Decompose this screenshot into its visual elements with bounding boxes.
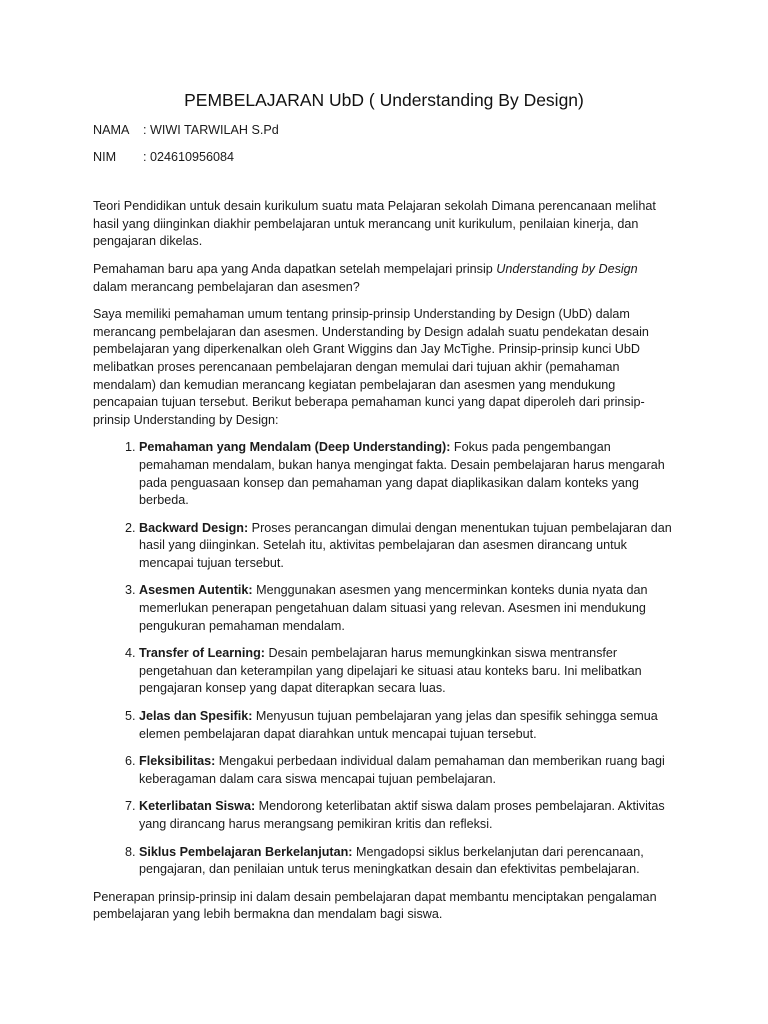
principle-desc: Fokus pada pengembangan pemahaman mendalam, bukan hanya mengingat fakta. Desain pembelajaran harus mengarah pada penguasaan konsep dan pemahaman yang dapat diaplikasikan dalam konteks yang berbeda. xyxy=(139,440,665,508)
principle-term: Fleksibilitas: xyxy=(139,754,216,769)
principle-term: Asesmen Autentik: xyxy=(139,583,253,598)
list-item xyxy=(139,582,675,635)
question-italic-term: Understanding by Design xyxy=(496,261,638,276)
principle-desc: Mengakui perbedaan individual dalam pemahaman dan memberikan ruang bagi keberagaman dalam cara siswa mencapai tujuan pembelajaran. xyxy=(139,754,665,786)
list-item xyxy=(139,753,675,788)
nim-label: NIM xyxy=(93,149,117,164)
principle-desc: Menggunakan asesmen yang mencerminkan konteks dunia nyata dan memerlukan penerapan pengetahuan dalam situasi yang relevan. Asesmen ini mendukung pengukuran pemahaman mendalam. xyxy=(139,583,648,633)
principle-desc: Mendorong keterlibatan aktif siswa dalam proses pembelajaran. Aktivitas yang dirancang harus merangsang pemikiran kritis dan refleksi. xyxy=(139,799,665,831)
list-item xyxy=(139,798,675,833)
nim-row xyxy=(93,149,675,167)
list-item xyxy=(139,645,675,698)
nama-label: NAMA xyxy=(93,123,130,137)
principle-desc: Desain pembelajaran harus memungkinkan siswa mentransfer pengetahuan dan keterampilan yang dipelajari ke situasi atau konteks baru. Ini melibatkan pengajaran konsep yang dapat diterapkan secara luas. xyxy=(139,646,642,696)
answer-paragraph: Saya memiliki pemahaman umum tentang prinsip-prinsip Understanding by Design (UbD) dalam merancang pembelajaran dan asesmen. Understanding by Design adalah suatu pendekatan desain pembelajaran yang diperkenalkan oleh Grant Wiggins dan Jay McTighe. Prinsip-prinsip kunci UbD melibatkan proses perencanaan pembelajaran dengan memulai dari tujuan akhir (pemahaman mendalam) dan kemudian merancang kegiatan pembelajaran dan asesmen yang mendukung pencapaian tujuan tersebut. Berikut beberapa pemahaman kunci yang dapat diperoleh dari prinsip-prinsip Understanding by Design: xyxy=(93,307,649,427)
document-title: PEMBELAJARAN UbD ( Understanding By Design) xyxy=(184,90,584,110)
list-item xyxy=(139,439,675,509)
principle-term: Transfer of Learning: xyxy=(139,646,265,661)
list-item xyxy=(139,520,675,573)
principle-term: Pemahaman yang Mendalam (Deep Understanding): xyxy=(139,440,451,455)
nama-row xyxy=(93,122,675,140)
principle-desc: Menyusun tujuan pembelajaran yang jelas dan spesifik sehingga semua elemen pembelajaran dapat diarahkan untuk mencapai tujuan tersebut. xyxy=(139,709,658,741)
principle-desc: Mengadopsi siklus berkelanjutan dari perencanaan, pengajaran, dan penilaian untuk terus meningkatkan desain dan efektivitas pembelajaran. xyxy=(139,844,644,877)
principle-term: Backward Design: xyxy=(139,520,249,535)
question-paragraph xyxy=(93,261,675,296)
closing-paragraph: Penerapan prinsip-prinsip ini dalam desain pembelajaran dapat membantu menciptakan pengalaman pembelajaran yang lebih bermakna dan mendalam bagi siswa. xyxy=(93,889,657,922)
question-text-before: Pemahaman baru apa yang Anda dapatkan setelah mempelajari prinsip xyxy=(93,261,497,276)
nim-value: : 024610956084 xyxy=(143,149,235,164)
principle-term: Keterlibatan Siswa: xyxy=(139,799,256,814)
list-item xyxy=(139,708,675,743)
nama-value: : WIWI TARWILAH S.Pd xyxy=(143,123,279,137)
intro-paragraph: Teori Pendidikan untuk desain kurikulum suatu mata Pelajaran sekolah Dimana perencanaan melihat hasil yang diinginkan diakhir pembelajaran untuk merancang unit kurikulum, penilaian kinerja, dan pengajaran dikelas. xyxy=(93,199,656,249)
list-item xyxy=(139,844,675,879)
principles-list xyxy=(93,439,675,878)
principle-term: Jelas dan Spesifik: xyxy=(139,709,253,724)
principle-term: Siklus Pembelajaran Berkelanjutan: xyxy=(139,844,353,859)
question-text-after: dalam merancang pembelajaran dan asesmen? xyxy=(93,279,360,294)
principle-desc: Proses perancangan dimulai dengan menentukan tujuan pembelajaran dan hasil yang diinginkan. Setelah itu, aktivitas pembelajaran dan asesmen dirancang untuk mencapai tujuan tersebut. xyxy=(139,520,672,570)
